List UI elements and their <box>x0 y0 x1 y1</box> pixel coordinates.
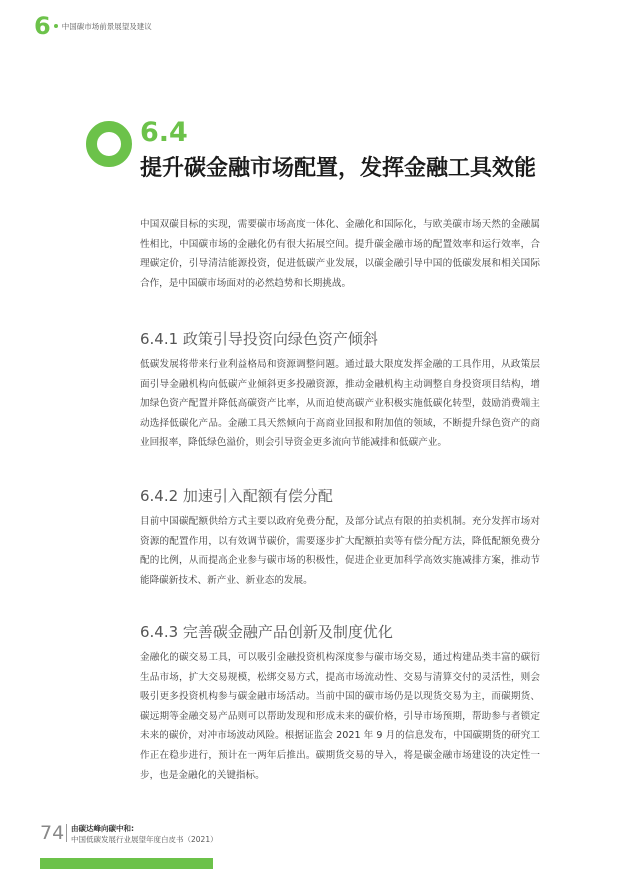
section-title: 提升碳金融市场配置，发挥金融工具效能 <box>140 156 537 181</box>
chapter-number: 6 <box>34 12 51 40</box>
chapter-title: 中国碳市场前景展望及建议 <box>61 21 152 31</box>
subsection-title-6-4-2: 6.4.2 加速引入配额有偿分配 <box>140 487 333 505</box>
footer-title-line-2: 中国低碳发展行业展望年度白皮书（2021） <box>71 835 218 844</box>
subsection-body-6-4-2-block <box>140 512 540 590</box>
section-number: 6.4 <box>140 117 188 148</box>
section-ring-icon <box>86 121 132 167</box>
chapter-dot <box>54 24 58 28</box>
subsection-body-6-4-3-block <box>140 648 540 785</box>
footer-title-line-1: 由碳达峰向碳中和: <box>71 824 134 833</box>
intro-paragraph: 中国双碳目标的实现，需要碳市场高度一体化、金融化和国际化，与欧美碳市场天然的金融属性相比，中国碳市场的金融化仍有很大拓展空间。提升碳金融市场的配置效率和运行效率，合理碳定价，引导清洁能源投资，促进低碳产业发展，以碳金融引导中国的低碳发展和相关国际合作，是中国碳市场面对的必然趋势和长期挑战。 <box>140 219 540 289</box>
subsection-body-6-4-1: 低碳发展将带来行业利益格局和资源调整问题。通过最大限度发挥金融的工具作用，从政策层面引导金融机构向低碳产业倾斜更多投融资源，推动金融机构主动调整自身投资项目结构，增加绿色资产配置并降低高碳资产比率，从而迫使高碳产业积极实施低碳化转型，鼓励消费端主动选择低碳化产品。金融工具天然倾向于高商业回报和附加值的领域，不断提升绿色资产的商业回报率，降低绿色溢价，则会引导资金更多流向节能减排和低碳产业。 <box>140 359 540 449</box>
subsection-body-6-4-3: 金融化的碳交易工具，可以吸引金融投资机构深度参与碳市场交易，通过构建品类丰富的碳衍生品市场，扩大交易规模，松绑交易方式，提高市场流动性、交易与清算交付的灵活性，则会吸引更多投资机构参与碳金融市场活动。当前中国的碳市场仍是以现货交易为主，而碳期货、碳远期等金融交易产品则可以帮助发现和形成未来的碳价格，引导市场预期，帮助参与者锁定未来的碳价，对冲市场波动风险。根据证监会 2021 年 9 月的信息发布，中国碳期货的研究工作正在稳步进行，预计在一两年后推出。碳期货交易的导入，将是碳金融市场建设的决定性一步，也是金融化的关键指标。 <box>140 652 540 781</box>
page-number: 74 <box>40 822 65 844</box>
subsection-title-6-4-1: 6.4.1 政策引导投资向绿色资产倾斜 <box>140 330 378 348</box>
footer-divider <box>66 824 67 842</box>
subsection-body-6-4-1-block <box>140 355 540 453</box>
subsection-title-6-4-3: 6.4.3 完善碳金融产品创新及制度优化 <box>140 623 393 641</box>
intro-paragraph-block <box>140 215 540 293</box>
chapter-header <box>34 14 152 38</box>
footer-accent-bar <box>40 858 213 869</box>
subsection-body-6-4-2: 目前中国碳配额供给方式主要以政府免费分配，及部分试点有限的拍卖机制。充分发挥市场对资源的配置作用，以有效调节碳价，需要逐步扩大配额拍卖等有偿分配方法，降低配额免费分配的比例，从而提高企业参与碳市场的积极性，促进企业更加科学高效实施减排方案，推动节能降碳新技术、新产业、新业态的发展。 <box>140 516 540 586</box>
